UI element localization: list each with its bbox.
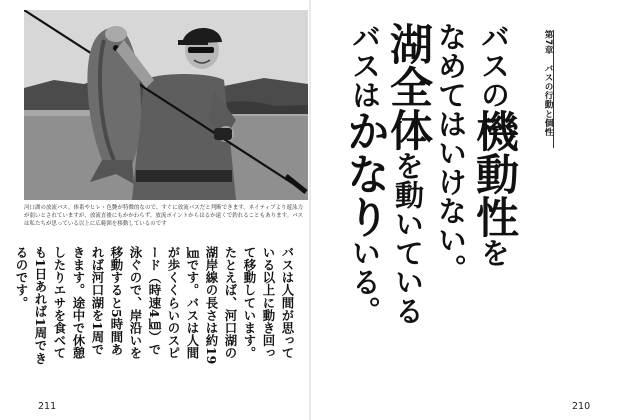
headline-line-1-pre: バスの <box>477 22 511 109</box>
chapter-rule <box>553 30 554 148</box>
headline-line-4-post: いる。 <box>348 238 382 325</box>
headline-line-1-emphasis: 機動性 <box>469 109 519 238</box>
headline-line-4 <box>340 22 390 342</box>
book-gutter <box>309 0 311 420</box>
chapter-label: 第7章 バスの行動と個性 <box>543 30 553 137</box>
angler-photo <box>24 10 308 200</box>
headline-line-3 <box>383 22 433 342</box>
headline-line-2: なめてはいけない。 <box>434 22 468 283</box>
headline-line-1-post: を <box>477 238 511 267</box>
headline <box>340 22 519 342</box>
page-number-left: 211 <box>38 401 57 412</box>
photo-caption: 河口湖の放流バス。体系やヒレ・色艶が特徴的なので、すぐに放流バスだと判断できます。ネイティブより遊泳力が弱いとされていますが、放流直後にもかかわらず、放流ポイントからはるか遠くで釣れることもあります。バスは私たちが思っている以上に広範囲を移動しているのです <box>24 205 304 227</box>
body-text: バスは人間が思っている以上に動き回って移動しています。たとえば、河口湖の湖岸線の長さは約19㎞です。バスは人間が歩くくらいのスピード（時速4㎞）で泳ぐので、岸沿いを移動すると5時間あれば河口湖を1周できます。途中で休憩したりエサを食べても1日あれば1周できるのです。 <box>14 246 295 365</box>
page-number-right: 210 <box>572 401 591 412</box>
headline-line-3-post: を動いている <box>391 151 425 325</box>
headline-line-1 <box>469 22 519 342</box>
headline-line-4-pre: バスは <box>348 22 382 109</box>
headline-line-4-emphasis: かなり <box>340 109 390 238</box>
angler-photo-illustration <box>24 10 308 200</box>
headline-line-3-emphasis: 湖全体 <box>383 22 433 151</box>
